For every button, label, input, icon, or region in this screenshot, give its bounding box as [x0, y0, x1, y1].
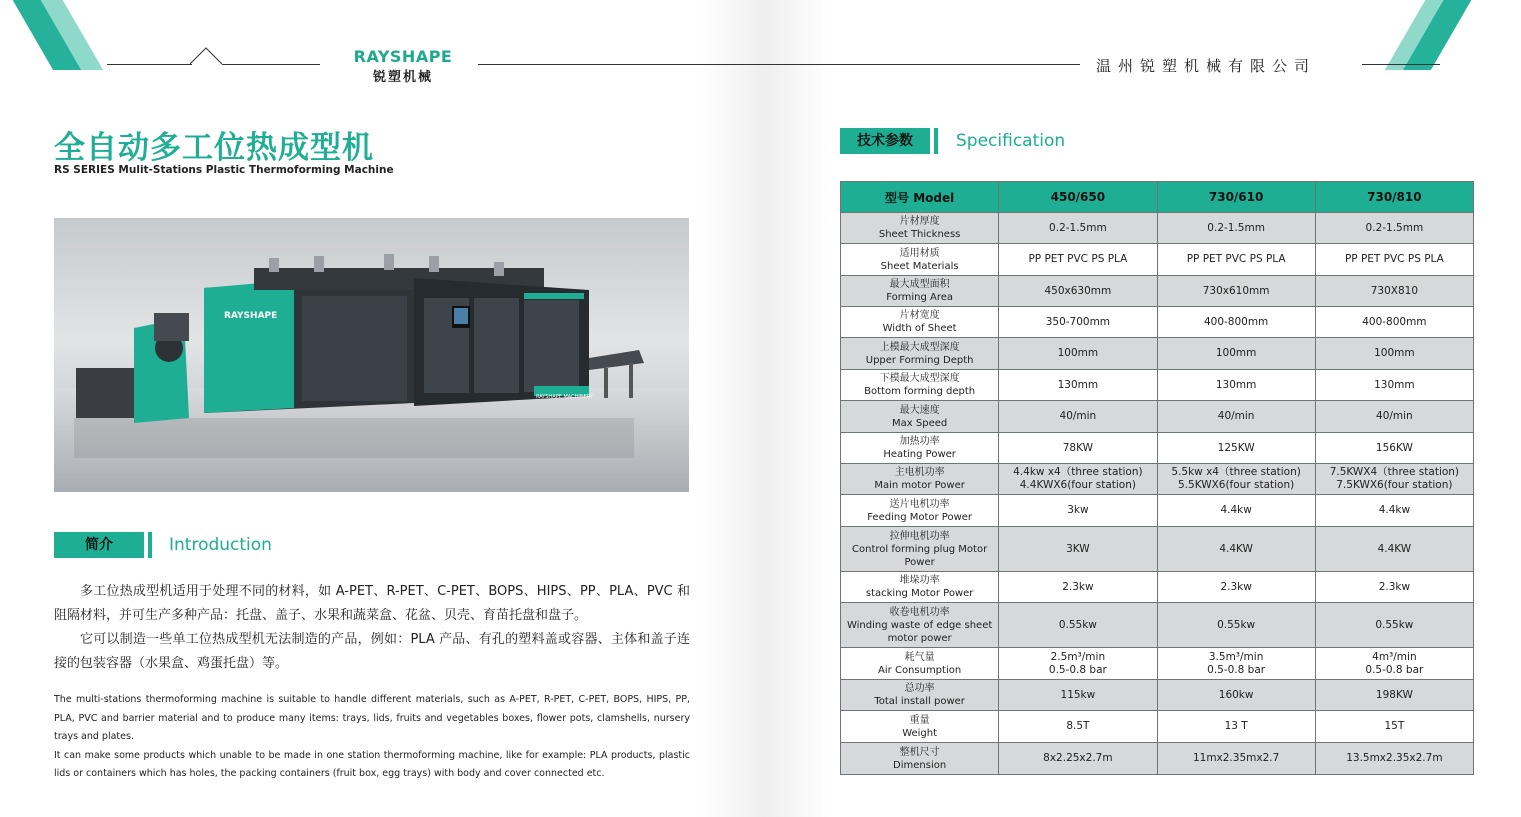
spec-value-cell: 125KW: [1157, 433, 1315, 464]
spec-label-en: stacking Motor Power: [865, 588, 974, 599]
spec-value-cell: 78KW: [999, 433, 1157, 464]
spec-label-cn: 加热功率: [899, 436, 940, 447]
header-rule-center: [478, 64, 1080, 65]
spec-row-label: [841, 743, 999, 775]
spec-value-cell: PP PET PVC PS PLA: [1157, 244, 1315, 276]
spec-value-cell: 2.3kw: [999, 572, 1157, 603]
spec-row: [841, 401, 1474, 433]
spec-value-cell: 730x610mm: [1157, 276, 1315, 307]
spec-value-cell: 160kw: [1157, 680, 1315, 711]
spec-header-cell: 型号 Model: [841, 182, 999, 213]
spec-value-cell: 2.3kw: [1315, 572, 1473, 603]
header-rule-left: [107, 64, 192, 65]
spec-row: [841, 433, 1474, 464]
spec-label-cn: 适用材质: [899, 247, 940, 259]
spec-value-cell: 0.2-1.5mm: [1157, 213, 1315, 244]
spec-value-cell: 450x630mm: [999, 276, 1157, 307]
spec-row: [841, 338, 1474, 370]
spec-value-cell: 130mm: [999, 370, 1157, 401]
header-chevron-icon: [190, 46, 230, 66]
spec-value-cell: 15T: [1315, 711, 1473, 743]
intro-cn-paragraph: 它可以制造一些单工位热成型机无法制造的产品，例如：PLA 产品、有孔的塑料盖或容器、主体和盖子连接的包装容器（水果盒、鸡蛋托盘）等。: [54, 632, 690, 671]
spec-value-cell: 0.2-1.5mm: [999, 213, 1157, 244]
brand-logo-cn: 锐塑机械: [372, 70, 433, 85]
spec-value-cell: 3KW: [999, 527, 1157, 572]
spec-label-en: Main motor Power: [874, 480, 965, 491]
intro-cn-paragraph: 多工位热成型机适用于处理不同的材料，如 A-PET、R-PET、C-PET、BOPS、HIPS、PP、PLA、PVC 和阻隔材料，并可生产多种产品：托盘、盖子、水果和蔬菜盒、花盆、贝壳、育苗托盘和盘子。: [54, 584, 690, 623]
spec-value-cell: 130mm: [1157, 370, 1315, 401]
spec-section-tag: 技术参数: [840, 128, 930, 154]
spec-header-cell: 450/650: [999, 182, 1157, 213]
spec-value-cell: 4.4kw: [1315, 495, 1473, 527]
spec-row: [841, 572, 1474, 603]
spec-row: [841, 711, 1474, 743]
machine-brand-label: RAYSHAPE: [224, 311, 278, 321]
spec-label-en: Max Speed: [892, 417, 948, 429]
spec-value-cell: 198KW: [1315, 680, 1473, 711]
spec-row: [841, 370, 1474, 401]
spec-row-label: [841, 603, 999, 648]
spec-row: [841, 307, 1474, 338]
spec-section-title: Specification: [956, 131, 1066, 151]
spec-label-cn: 主电机功率: [894, 467, 945, 478]
spec-row-label: [841, 648, 999, 680]
spec-label-en: Upper Forming Depth: [865, 354, 974, 366]
spec-label-cn: 最大速度: [899, 404, 940, 416]
header-rule-left-2: [222, 64, 320, 65]
spec-table-body: [841, 213, 1474, 775]
spec-row: [841, 276, 1474, 307]
spec-value-cell: 7.5KWX4（three station) 7.5KWX6(four station): [1315, 464, 1473, 495]
spec-label-cn: 下模最大成型深度: [879, 373, 960, 384]
spec-value-cell: 0.55kw: [1315, 603, 1473, 648]
spec-value-cell: 156KW: [1315, 433, 1473, 464]
spec-label-en: Weight: [902, 727, 938, 739]
spec-row: [841, 603, 1474, 648]
spec-label-cn: 上模最大成型深度: [879, 341, 960, 353]
spec-label-cn: 拉伸电机功率: [889, 530, 950, 542]
intro-en-text: [54, 691, 690, 784]
intro-en-paragraph: It can make some products which unable to be made in one station thermoforming machine, like for example: PLA products, plastic lids or containers which has holes, the packing containers (fruit box, egg trays) with body and cover connected etc.: [54, 749, 690, 779]
spec-value-cell: 2.5m³/min 0.5-0.8 bar: [999, 648, 1157, 680]
spec-label-en: Heating Power: [883, 449, 956, 460]
spec-value-cell: 350-700mm: [999, 307, 1157, 338]
spec-value-cell: 40/min: [999, 401, 1157, 433]
spec-value-cell: 4.4KW: [1157, 527, 1315, 572]
spec-value-cell: 3kw: [999, 495, 1157, 527]
intro-section-tag: 简介: [54, 532, 144, 558]
spec-label-en: Control forming plug Motor Power: [852, 543, 988, 568]
spec-value-cell: 3.5m³/min 0.5-0.8 bar: [1157, 648, 1315, 680]
spec-row: [841, 495, 1474, 527]
spec-label-en: Forming Area: [886, 292, 954, 303]
spec-value-cell: 2.3kw: [1157, 572, 1315, 603]
spec-value-cell: PP PET PVC PS PLA: [999, 244, 1157, 276]
machine-model-label: RAYSHAPE MACHINERY: [536, 394, 593, 400]
product-photo: [54, 218, 689, 492]
spec-row-label: [841, 527, 999, 572]
spec-value-cell: 13.5mx2.35x2.7m: [1315, 743, 1473, 775]
spec-value-cell: 5.5kw x4（three station) 5.5KWX6(four station): [1157, 464, 1315, 495]
spec-label-en: Dimension: [893, 759, 947, 771]
intro-en-paragraph: The multi-stations thermoforming machine is suitable to handle different materials, such as A-PET, R-PET, C-PET, BOPS, HIPS, PP, PLA, PVC and barrier material and to produce many items: trays, lids, fruits and vegetables boxes, flower pots, clamshells, nursery trays and plates.: [54, 694, 690, 742]
spec-label-en: Bottom forming depth: [864, 386, 976, 397]
spec-value-cell: 13 T: [1157, 711, 1315, 743]
spec-label-en: Winding waste of edge sheet motor power: [846, 619, 993, 644]
spec-row-label: [841, 213, 999, 244]
spec-row: [841, 743, 1474, 775]
spec-label-cn: 堆垛功率: [899, 575, 940, 586]
product-title-en: RS SERIES Mulit-Stations Plastic Thermoforming Machine: [54, 164, 394, 176]
spec-row-label: [841, 244, 999, 276]
spec-row: [841, 648, 1474, 680]
spec-label-en: Width of Sheet: [882, 323, 957, 334]
spec-row-label: [841, 401, 999, 433]
spec-label-cn: 送片电机功率: [889, 498, 950, 510]
spec-value-cell: 4.4kw: [1157, 495, 1315, 527]
spec-section-bar: [934, 128, 938, 154]
spec-value-cell: 400-800mm: [1157, 307, 1315, 338]
spec-row-label: [841, 572, 999, 603]
spec-label-en: Total install power: [874, 696, 965, 707]
spec-label-cn: 整机尺寸: [899, 746, 940, 758]
spec-row-label: [841, 495, 999, 527]
spec-value-cell: 400-800mm: [1315, 307, 1473, 338]
spec-label-cn: 重量: [909, 714, 930, 726]
spec-row: [841, 244, 1474, 276]
spec-value-cell: 0.2-1.5mm: [1315, 213, 1473, 244]
spec-header-cell: 730/610: [1157, 182, 1315, 213]
spec-value-cell: 730X810: [1315, 276, 1473, 307]
spec-value-cell: 0.55kw: [999, 603, 1157, 648]
spec-value-cell: 130mm: [1315, 370, 1473, 401]
thermoforming-machine-illustration: [54, 218, 689, 492]
spec-label-cn: 片材宽度: [899, 310, 940, 321]
spec-value-cell: 8.5T: [999, 711, 1157, 743]
spec-label-cn: 总功率: [904, 683, 935, 694]
spec-value-cell: 4.4KW: [1315, 527, 1473, 572]
spec-value-cell: PP PET PVC PS PLA: [1315, 244, 1473, 276]
spec-header-row: [841, 182, 1474, 213]
brand-logo-en: RAYSHAPE: [353, 47, 453, 66]
spec-header-cell: 730/810: [1315, 182, 1473, 213]
spec-table: [840, 181, 1474, 775]
spec-value-cell: 11mx2.35mx2.7: [1157, 743, 1315, 775]
header-rule-right: [1362, 64, 1440, 65]
spec-row-label: [841, 680, 999, 711]
spec-value-cell: 40/min: [1315, 401, 1473, 433]
spec-value-cell: 8x2.25x2.7m: [999, 743, 1157, 775]
spec-value-cell: 100mm: [1315, 338, 1473, 370]
spec-label-cn: 最大成型面积: [889, 279, 950, 290]
spec-label-cn: 耗气量: [904, 651, 935, 663]
spec-row: [841, 527, 1474, 572]
spec-row: [841, 464, 1474, 495]
spec-row-label: [841, 338, 999, 370]
spec-row-label: [841, 370, 999, 401]
spec-label-cn: 片材厚度: [899, 216, 940, 227]
spec-value-cell: 0.55kw: [1157, 603, 1315, 648]
spec-value-cell: 40/min: [1157, 401, 1315, 433]
spec-value-cell: 115kw: [999, 680, 1157, 711]
spec-row: [841, 680, 1474, 711]
spec-row-label: [841, 464, 999, 495]
spec-label-en: Sheet Thickness: [878, 229, 961, 240]
intro-section-bar: [148, 532, 152, 558]
spec-value-cell: 100mm: [999, 338, 1157, 370]
intro-section-title: Introduction: [169, 535, 272, 555]
company-name: 温州锐塑机械有限公司: [1096, 57, 1317, 75]
product-title-cn: 全自动多工位热成型机: [54, 130, 374, 166]
spec-label-en: Air Consumption: [878, 664, 962, 676]
spec-value-cell: 4m³/min 0.5-0.8 bar: [1315, 648, 1473, 680]
spec-label-en: Feeding Motor Power: [867, 511, 973, 523]
intro-cn-text: [54, 580, 690, 676]
spec-row-label: [841, 711, 999, 743]
spec-row-label: [841, 433, 999, 464]
spec-label-en: Sheet Materials: [880, 260, 959, 272]
spec-row-label: [841, 307, 999, 338]
spec-row: [841, 213, 1474, 244]
spec-row-label: [841, 276, 999, 307]
spec-label-cn: 收卷电机功率: [889, 606, 950, 618]
spec-value-cell: 100mm: [1157, 338, 1315, 370]
spec-value-cell: 4.4kw x4（three station) 4.4KWX6(four station): [999, 464, 1157, 495]
